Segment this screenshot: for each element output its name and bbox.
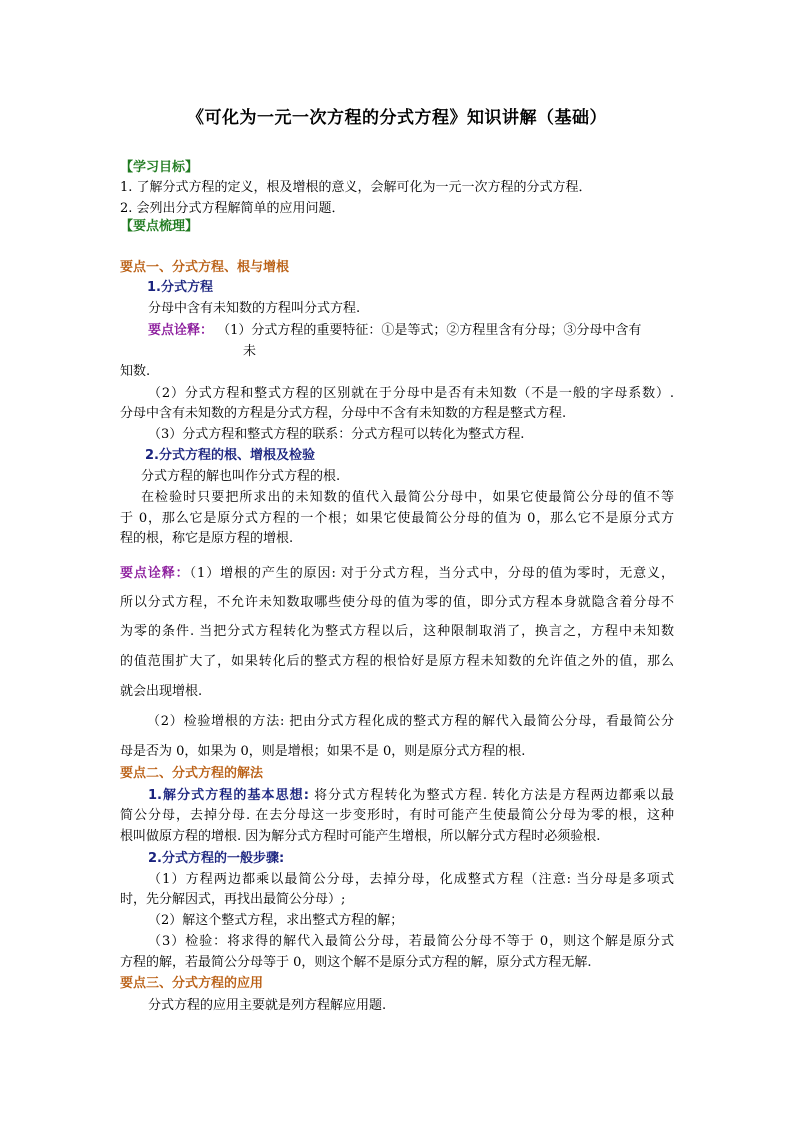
note-text: （2）分式方程和整式方程的区别就在于分母中是否有未知数（不是一般的字母系数）. [148,386,674,401]
note-text: 就会出现增根. [120,684,203,699]
note-b-first-line [120,565,674,583]
page-title: 《可化为一元一次方程的分式方程》知识讲解（基础） [187,108,607,128]
paragraph-line: 分式方程的解也叫作分式方程的根. [141,469,341,484]
objectives-heading: 【学习目标】 [120,160,199,175]
paragraph-text: 将分式方程转化为整式方程. 转化方法是方程两边都乘以最 [308,788,674,803]
step-line: 时，先分解因式，再找出最简公分母）; [120,892,346,907]
note-wrap: 知数. [120,364,151,379]
note-label: 要点诠释： [148,323,214,338]
point3-heading: 要点三、分式方程的应用 [120,976,264,991]
paragraph-line: 在检验时只要把所求出的未知数的值代入最简公分母中，如果它使最简公分母的值不等 [141,490,674,505]
note-text: 母是否为 0，如果为 0，则是增根；如果不是 0，则是原分式方程的根. [120,744,526,759]
note-text: （1）分式方程的重要特征：①是等式；②方程里含有分母；③分母中含有 [217,323,642,338]
note-label: 要点诠释： [120,566,190,581]
point2-sub2-title: 2.分式方程的一般步骤: [148,851,285,866]
step-line: （1）方程两边都乘以最简公分母，去掉分母，化成整式方程（注意: 当分母是多项式 [148,872,674,887]
note-text: 的值范围扩大了，如果转化后的整式方程的根恰好是原方程未知数的允许值之外的值，那么 [120,654,674,669]
point1-definition: 分母中含有未知数的方程叫分式方程. [148,301,361,316]
paragraph-line: 分式方程的应用主要就是列方程解应用题. [148,998,387,1013]
point1-sub2-title: 2.分式方程的根、增根及检验 [145,448,315,463]
step-line: 方程的解，若最简公分母等于 0，则这个解不是原分式方程的解，原分式方程无解. [120,955,592,970]
note-text: 所以分式方程，不允许未知数取哪些使分母的值为零的值，即分式方程本身就隐含着分母不 [120,595,674,610]
note-text: （2）检验增根的方法: 把由分式方程化成的整式方程的解代入最简公分母，看最简公分 [147,714,674,729]
point1-note-line [148,322,641,340]
summary-heading: 【要点梳理】 [120,219,199,234]
note-text: 分母中含有未知数的方程是分式方程，分母中不含有未知数的方程是整式方程. [120,406,567,421]
objective-item: 2. 会列出分式方程解简单的应用问题． [120,201,345,216]
point2-heading: 要点二、分式方程的解法 [120,766,264,781]
paragraph-line: 于 0，那么它是原分式方程的一个根；如果它使最简公分母的值为 0，那么它不是原分式方 [120,511,674,526]
point1-heading: 要点一、分式方程、根与增根 [120,260,290,275]
paragraph-line: 根叫做原方程的增根. 因为解分式方程时可能产生增根，所以解分式方程时必须验根. [120,829,601,844]
step-line: （2）解这个整式方程，求出整式方程的解； [148,913,404,928]
note-text: （1）增根的产生的原因: 对于分式方程，当分式中，分母的值为零时，无意义， [189,566,674,581]
note-text: （3）分式方程和整式方程的联系：分式方程可以转化为整式方程. [148,427,525,442]
paragraph-line: 简公分母，去掉分母. 在去分母这一步变形时，有时可能产生使最简公分母为零的根，这种 [120,808,674,823]
paragraph-line: 程的根，称它是原方程的增根. [120,531,294,546]
note-text: 为零的条件. 当把分式方程转化为整式方程以后，这种限制取消了，换言之，方程中未知数 [120,624,674,639]
point2-sub1-line [148,787,674,805]
objective-item: 1. 了解分式方程的定义，根及增根的意义，会解可化为一元一次方程的分式方程． [120,180,592,195]
point2-sub1-title: 1.解分式方程的基本思想: [148,788,309,803]
note-wrap: 未 [243,344,257,359]
point1-sub1-title: 1.分式方程 [147,280,213,295]
step-line: （3）检验：将求得的解代入最简公分母，若最简公分母不等于 0，则这个解是原分式 [148,934,674,949]
